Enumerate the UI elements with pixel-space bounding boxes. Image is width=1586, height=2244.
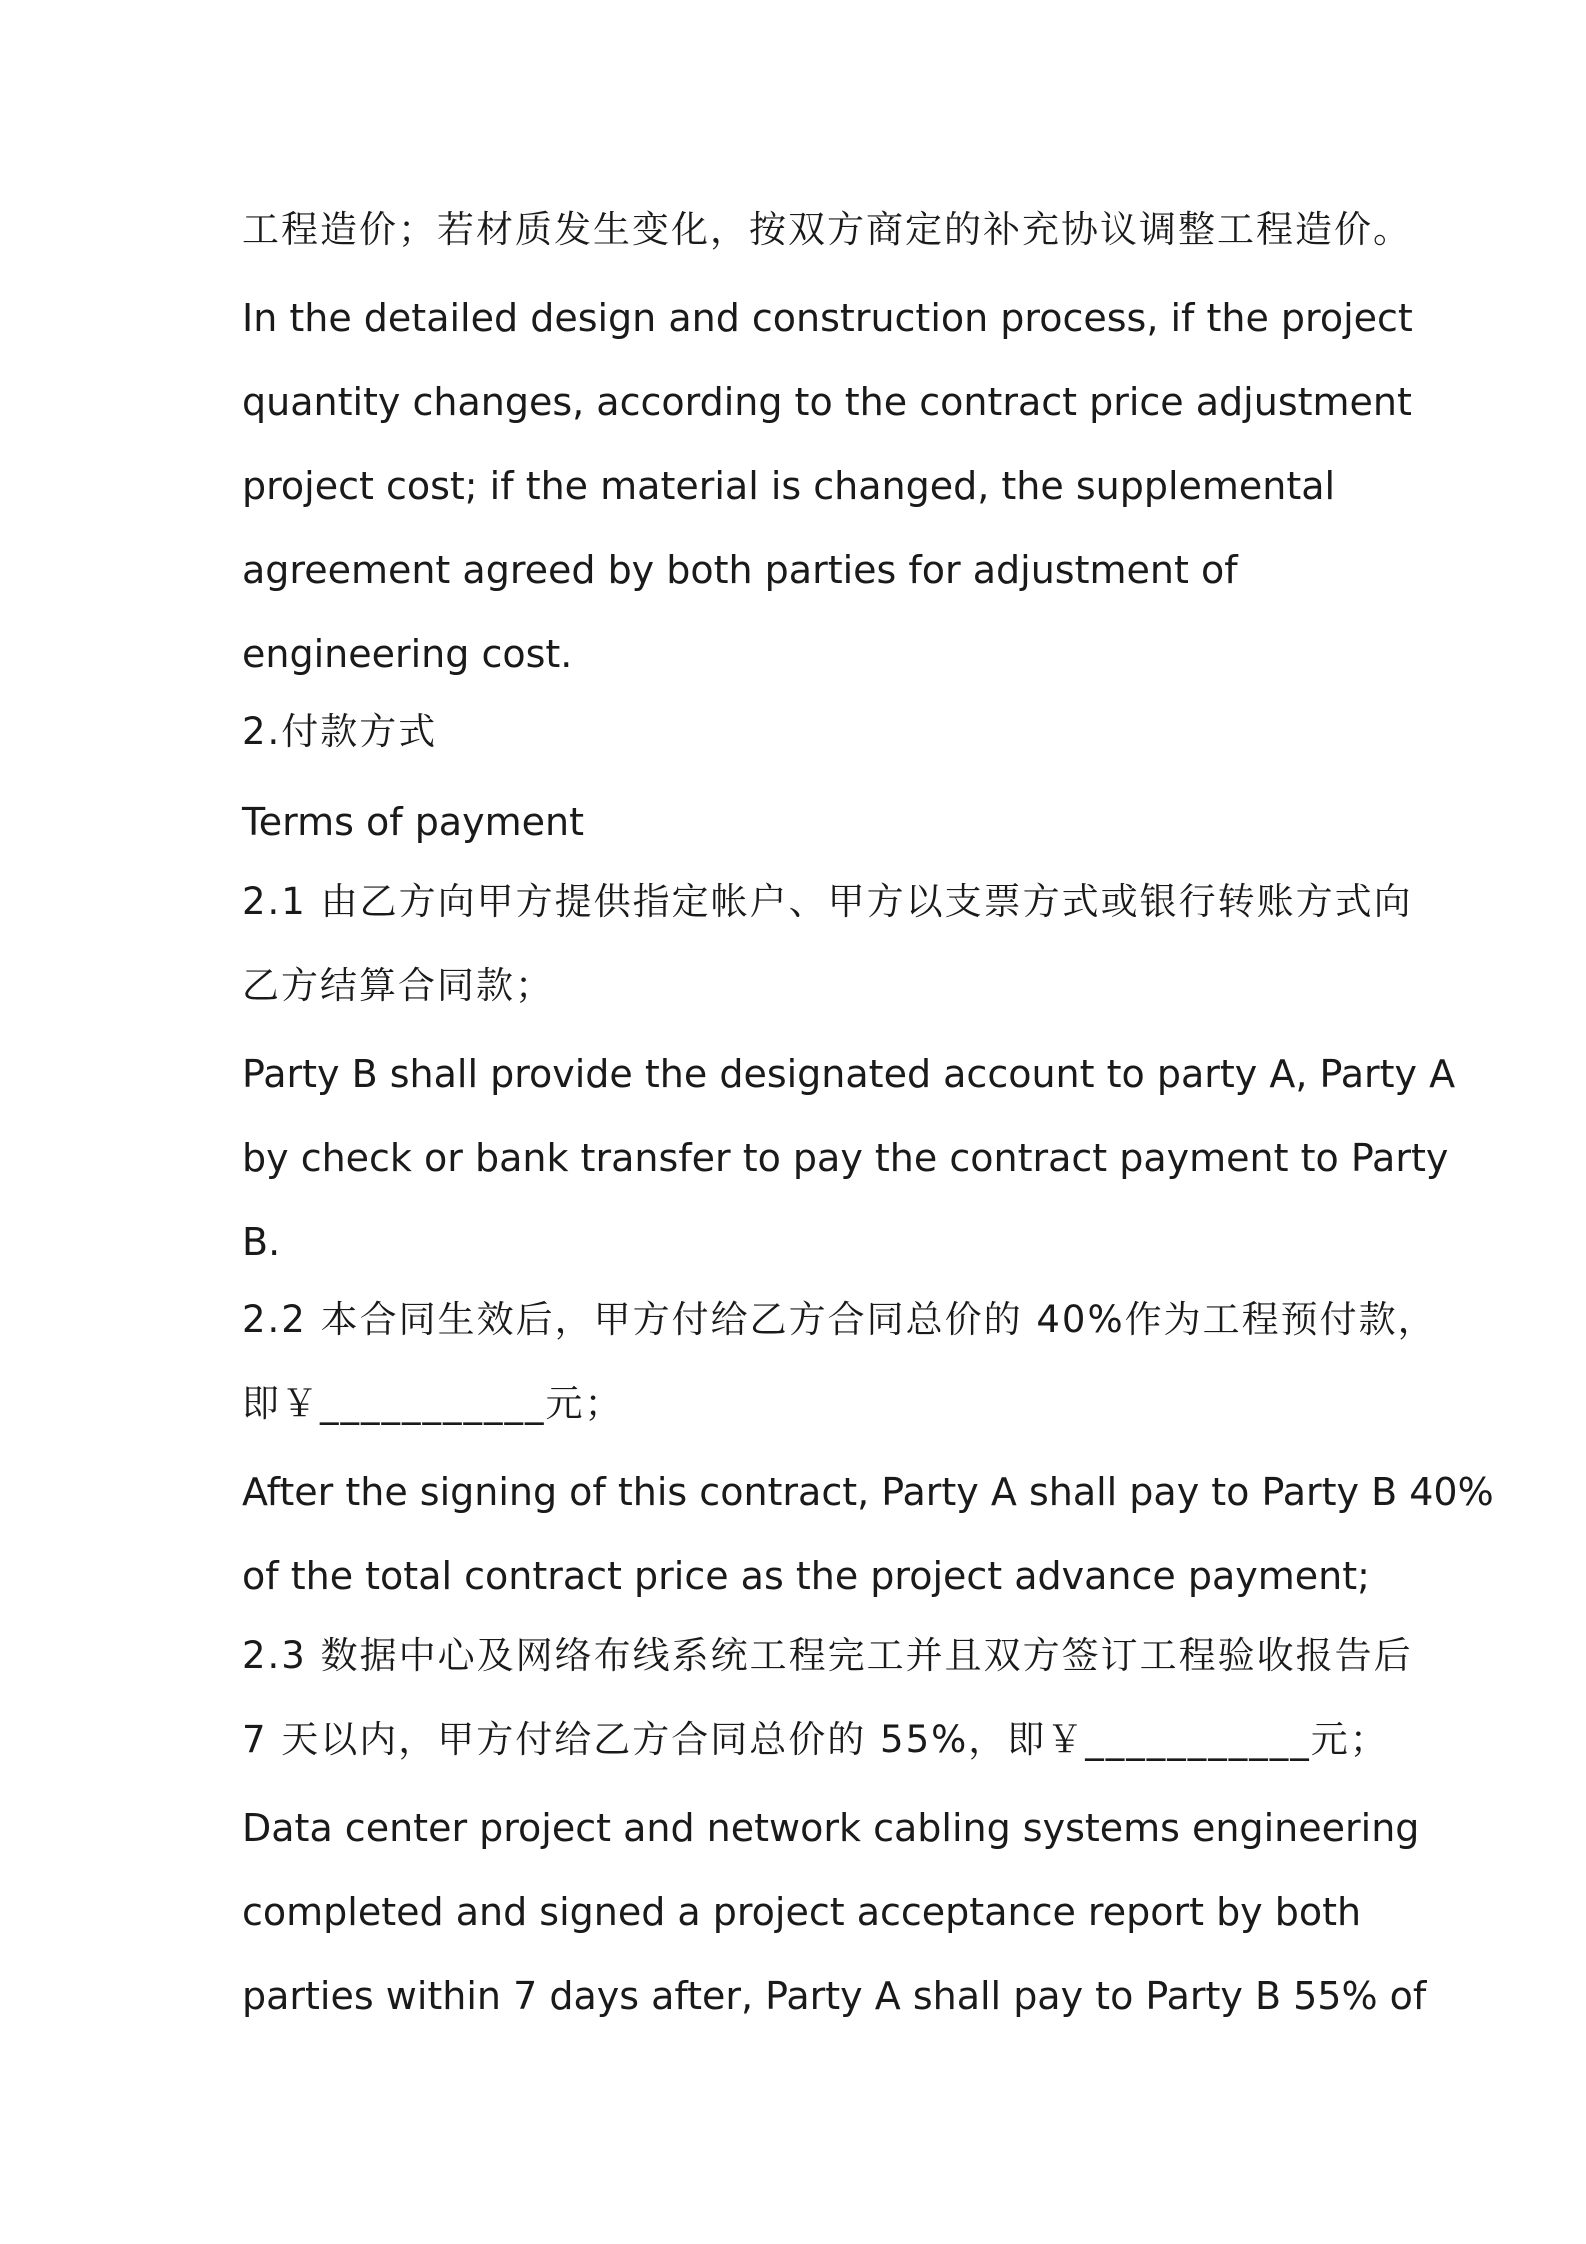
clause-2-3-en-line-1: Data center project and network cabling systems engineering: [242, 1806, 1420, 1850]
text-line-2: In the detailed design and construction process, if the project: [242, 296, 1413, 340]
clause-2-2-en-line-1: After the signing of this contract, Party A shall pay to Party B 40%: [242, 1470, 1494, 1514]
clause-2-2-en-line-2: of the total contract price as the project advance payment;: [242, 1554, 1370, 1598]
text-line-terms-of-payment: Terms of payment: [242, 800, 584, 844]
clause-2-2-zh-line-2: 即￥___________元；: [242, 1382, 624, 1425]
text-line-1: 工程造价；若材质发生变化，按双方商定的补充协议调整工程造价。: [242, 208, 1412, 251]
text-line-4: project cost; if the material is changed, the supplemental: [242, 464, 1336, 508]
clause-2-1-en-line-2: by check or bank transfer to pay the contract payment to Party: [242, 1136, 1449, 1180]
text-line-3: quantity changes, according to the contract price adjustment: [242, 380, 1412, 424]
clause-2-1-zh-line-2: 乙方结算合同款；: [242, 964, 554, 1007]
clause-2-1-en-line-3: B.: [242, 1220, 281, 1264]
clause-2-1-en-line-1: Party B shall provide the designated account to party A, Party A: [242, 1052, 1456, 1096]
text-line-5: agreement agreed by both parties for adjustment of: [242, 548, 1238, 592]
clause-2-3-en-line-2: completed and signed a project acceptance report by both: [242, 1890, 1362, 1934]
clause-2-3-zh-line-1: 2.3 数据中心及网络布线系统工程完工并且双方签订工程验收报告后: [242, 1634, 1413, 1677]
clause-2-1-zh-line-1: 2.1 由乙方向甲方提供指定帐户、甲方以支票方式或银行转账方式向: [242, 880, 1413, 923]
clause-2-3-en-line-3: parties within 7 days after, Party A shall pay to Party B 55% of: [242, 1974, 1427, 2018]
text-line-6: engineering cost.: [242, 632, 573, 676]
section-heading-payment: 2.付款方式: [242, 710, 438, 753]
clause-2-2-zh-line-1: 2.2 本合同生效后，甲方付给乙方合同总价的 40%作为工程预付款，: [242, 1298, 1437, 1341]
clause-2-3-zh-line-2: 7 天以内，甲方付给乙方合同总价的 55%，即￥___________元；: [242, 1718, 1389, 1761]
